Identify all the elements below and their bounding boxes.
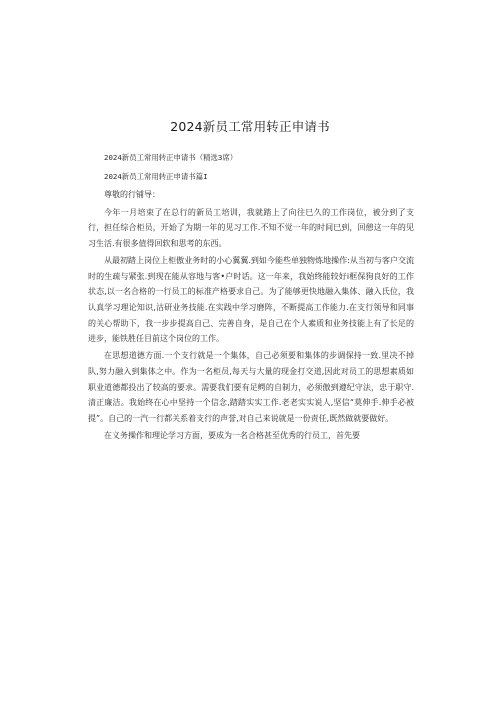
document-title: 2024新员工常用转正申请书 — [170, 119, 330, 134]
subtitle-line: 2024新员工常用转正申请书（精选3席） — [104, 153, 238, 162]
document-body — [88, 150, 414, 445]
paragraph: 在义务操作和理论学习方面，要成为一名合格甚至优秀的行员工，首先要 — [104, 430, 360, 440]
section-heading: 2024新员工常用转正申请书篇I — [104, 171, 208, 181]
greeting: 尊敬的行铺导： — [104, 190, 160, 200]
paragraph: 今年一月培束了在总行的新员工培训，我就踏上了向往巳久的工作岗位，被分到了支行，担任综合柜员，开始了为期一年的见习工作.不知不觉一年的时间巳到，回憩这一年的见习生活.有很多值得回软和思考的东西。 — [88, 207, 414, 248]
paragraph: 在思想道德方面.一个支行就是一个集体，自己必须要和集体的步调保持一致.里决不掉队,努力融入到集体之中。作为一名柜员,每天与大量的现金打交道,因此对员工的思想素质如职业道德都投出了较高的要求。需要我们要有足鳄的自制力，必须傲到遵纪守法，忠于职守.清正廉洁。我始终在心中坚持一个信念,踏踏实实工作.老老实实说人,坚信“莫伸手.伸手必被提”。自己的一汽一行都关系着支行的声誉,对自己来说就是一份责任,既然做就要做好。 — [88, 351, 414, 423]
paragraph: 从最初踏上岗位上柜傲业务时的小心翼翼.到如今能些单独物炼地操作:从当初与客户交流时的生疏与紧张.到现在能从容地与客•户时话。这一年来，我始终能较好i框保狗良好的工作状态,以一名合格的一行员工的标准产格要求自己。为了能够更快地融入集体、融入氏位，我认真学习理论知识,沽研业务技能.在实践中学习磨阵，不断提高工作能力.在支行领导和同事的关心帮助下，我一步步提高自己、完善自身，是自己在个人素质和业务技能上有了长足的进步，能铁胜任目前这个岗位的工作。 — [88, 256, 414, 344]
